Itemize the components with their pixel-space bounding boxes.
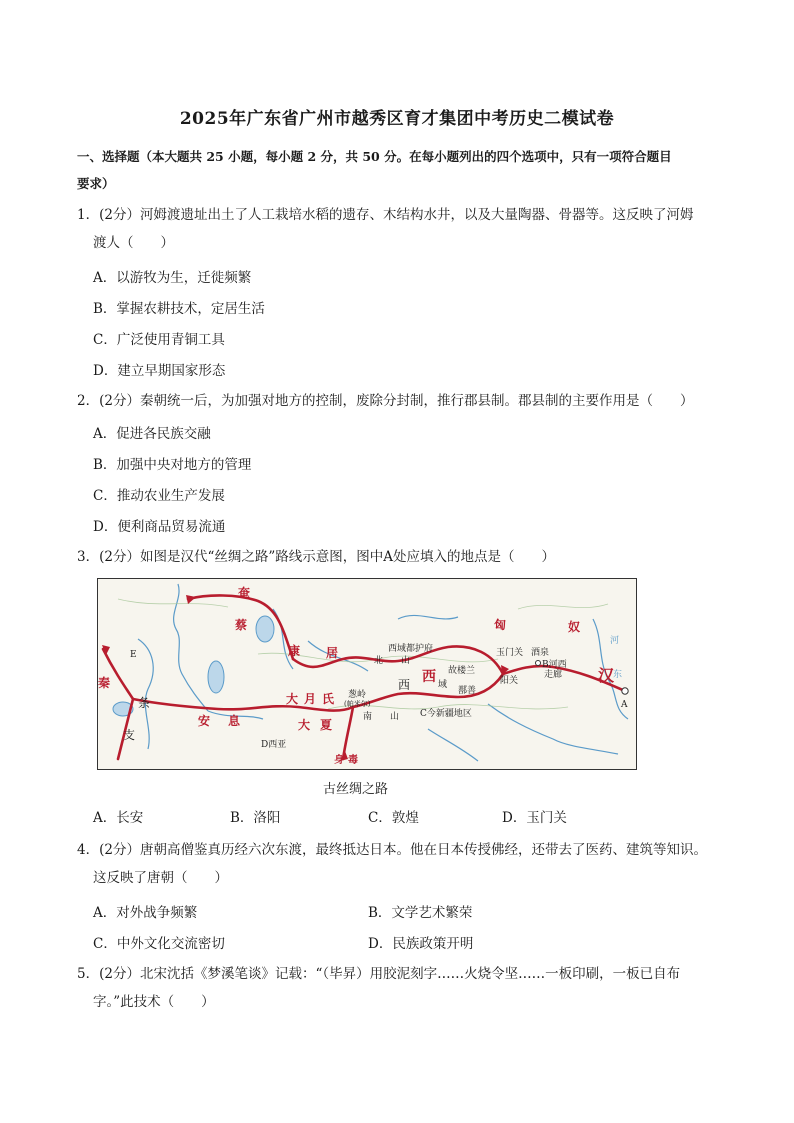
- label-kang: 康: [288, 644, 301, 658]
- label-congling: 葱岭: [348, 690, 367, 700]
- page-title: 2025年广东省广州市越秀区育才集团中考历史二模试卷: [179, 109, 615, 129]
- label-tiao: 条: [138, 696, 151, 710]
- label-xiongnu-2: 奴: [568, 620, 581, 634]
- silk-road-map: [97, 578, 637, 770]
- label-point-b: B河西: [542, 660, 567, 670]
- question-3-option-b[interactable]: B．洛阳: [230, 810, 281, 826]
- label-point-e: E: [130, 650, 137, 660]
- question-3: [77, 543, 727, 571]
- label-daxia-1: 大: [298, 718, 311, 732]
- question-1-option-d[interactable]: D．建立早期国家形态: [93, 363, 226, 379]
- label-point-a: A: [621, 700, 628, 710]
- label-yu: 域: [438, 680, 448, 690]
- label-yangguan: 阳关: [500, 676, 519, 686]
- question-3-option-a[interactable]: A．长安: [93, 810, 144, 826]
- label-yan: 奄: [238, 586, 251, 600]
- question-2-option-a[interactable]: A．促进各民族交融: [93, 426, 211, 442]
- question-1-option-a[interactable]: A．以游牧为生，迁徙频繁: [93, 270, 252, 286]
- question-2-stem-line1: 2．(2分）秦朝统一后，为加强对地方的控制，废除分封制，推行郡县制。郡县制的主要作用是（ ）: [77, 393, 694, 409]
- label-nan: 南: [363, 712, 373, 722]
- label-shan: 山: [401, 656, 411, 666]
- section-heading: [77, 143, 727, 197]
- label-xi-2: 西: [398, 678, 411, 692]
- label-jiuquan: 酒泉: [531, 648, 550, 658]
- label-zhi: 支: [123, 728, 136, 742]
- question-4-stem-line2: 这反映了唐朝（ ）: [93, 870, 228, 886]
- question-1-option-c[interactable]: C．广泛使用青铜工具: [93, 332, 225, 348]
- question-2-option-d[interactable]: D．便利商品贸易流通: [93, 519, 226, 535]
- section-heading-line2: 要求）: [77, 176, 115, 191]
- label-cai: 蔡: [235, 618, 248, 632]
- label-shendu-1: 身: [334, 755, 344, 766]
- question-1-stem-line1: 1．(2分）河姆渡遗址出土了人工栽培水稻的遗存、木结构水井，以及大量陶器、骨器等。这反映了河姆: [77, 207, 694, 223]
- label-point-c: C今新疆地区: [420, 709, 472, 719]
- question-4-stem-line1: 4．(2分）唐朝高僧鉴真历经六次东渡，最终抵达日本。他在日本传授佛经，还带去了医药、建筑等知识。: [77, 842, 707, 858]
- question-3-option-c[interactable]: C．敦煌: [368, 810, 419, 826]
- question-5-stem-line2: 字。”此技术（ ）: [93, 994, 215, 1010]
- label-shanshan: 鄯善: [458, 686, 477, 696]
- label-daxia-2: 夏: [320, 718, 333, 732]
- label-anxi-1: 安: [198, 714, 211, 728]
- question-5-stem-line1: 5．(2分）北宋沈括《梦溪笔谈》记载：“（毕昇）用胶泥刻字……火烧令坚……一板印刷，一板已自布: [77, 966, 681, 982]
- question-1: [77, 201, 727, 257]
- label-xiongnu-1: 匈: [494, 618, 507, 632]
- map-caption: 古丝绸之路: [323, 782, 389, 797]
- question-2: [77, 387, 727, 415]
- label-palmir: (帕米尔): [344, 700, 371, 708]
- label-point-b-2: 走廊: [544, 670, 563, 680]
- question-4: [77, 836, 727, 892]
- label-gulou: 故楼兰: [448, 666, 476, 676]
- label-point-d: D西亚: [261, 740, 287, 750]
- label-yumenguan: 玉门关: [496, 648, 524, 658]
- question-1-option-b[interactable]: B．掌握农耕技术，定居生活: [93, 301, 265, 317]
- question-4-option-c[interactable]: C．中外文化交流密切: [93, 936, 225, 952]
- label-xiyu-duhufu: 西域都护府: [388, 644, 434, 654]
- section-heading-line1: 一、选择题（本大题共 25 小题，每小题 2 分，共 50 分。在每小题列出的四个选项中，只有一项符合题目: [77, 149, 672, 164]
- label-han: 汉: [598, 666, 615, 685]
- question-3-stem-line1: 3．(2分）如图是汉代“丝绸之路”路线示意图，图中A处应填入的地点是（ ）: [77, 549, 555, 565]
- question-4-option-a[interactable]: A．对外战争频繁: [93, 905, 198, 921]
- label-shan-2: 山: [390, 712, 400, 722]
- question-2-option-b[interactable]: B．加强中央对地方的管理: [93, 457, 252, 473]
- label-xi: 西: [422, 669, 436, 685]
- question-4-option-b[interactable]: B．文学艺术繁荣: [368, 905, 473, 921]
- label-dayuezhi-3: 氏: [322, 692, 335, 706]
- question-1-stem-line2: 渡人（ ）: [93, 235, 174, 251]
- question-4-option-d[interactable]: D．民族政策开明: [368, 936, 474, 952]
- label-he: 河: [610, 636, 620, 646]
- question-5: [77, 960, 727, 1016]
- label-qin: 秦: [98, 676, 111, 690]
- label-bei: 北: [374, 656, 384, 666]
- label-dayuezhi-1: 大: [286, 692, 299, 706]
- label-ju: 居: [326, 646, 339, 660]
- question-2-option-c[interactable]: C．推动农业生产发展: [93, 488, 225, 504]
- label-dayuezhi-2: 月: [304, 692, 317, 706]
- label-shendu-2: 毒: [348, 755, 358, 766]
- question-3-option-d[interactable]: D．玉门关: [502, 810, 567, 826]
- label-dong: 东: [613, 670, 623, 680]
- label-anxi-2: 息: [228, 714, 241, 728]
